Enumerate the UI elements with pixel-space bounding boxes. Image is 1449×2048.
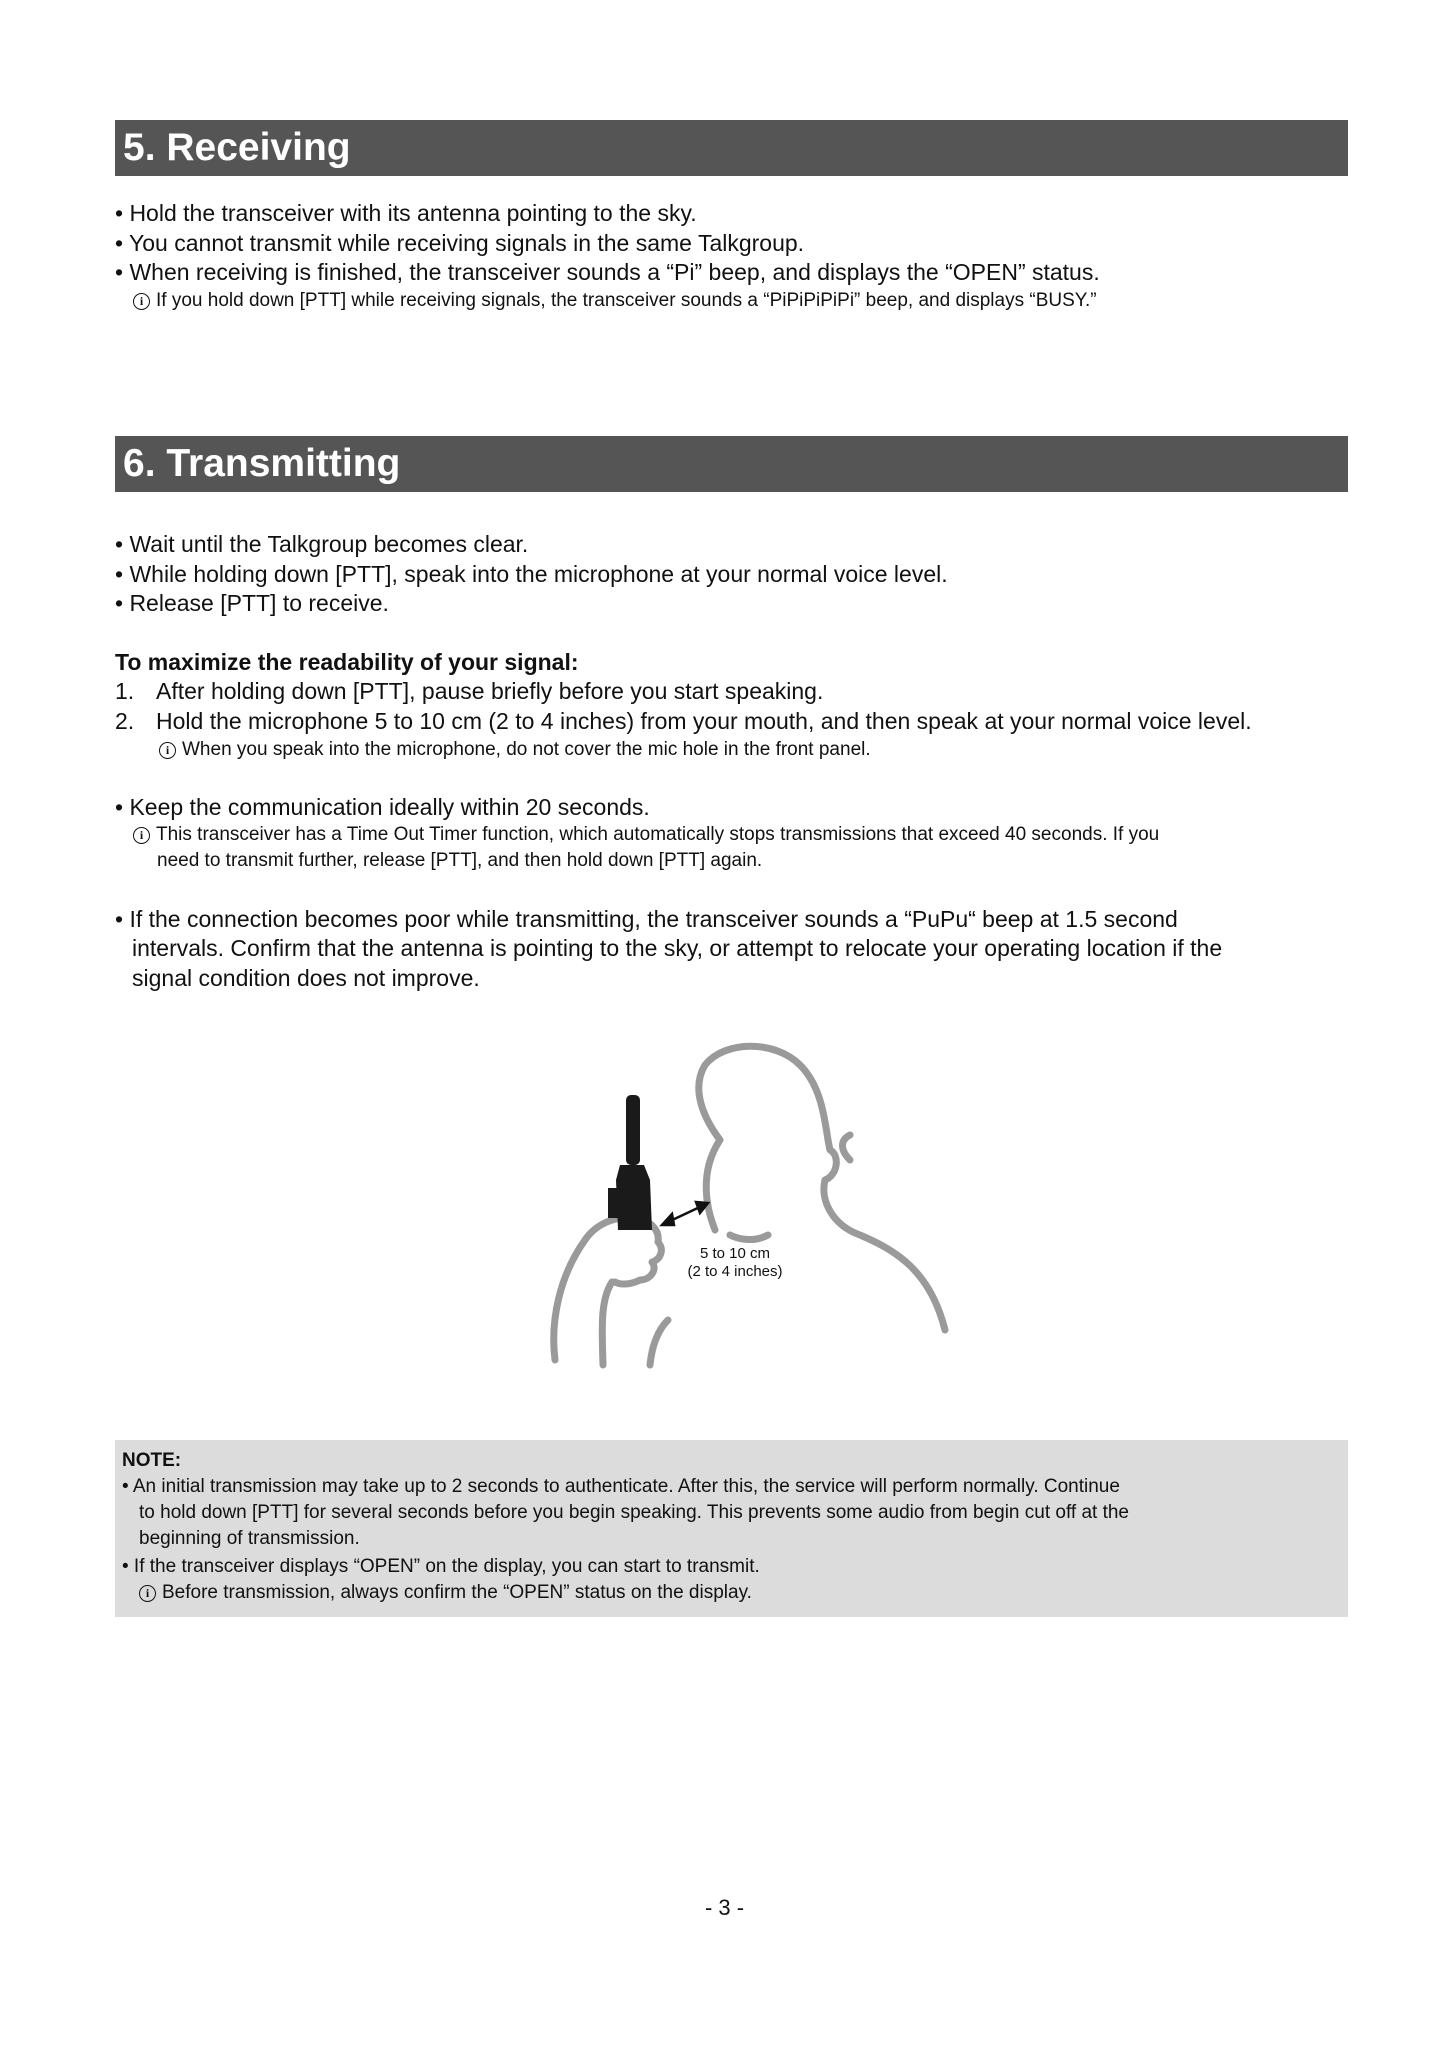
distance-arrow: [662, 1202, 708, 1225]
note-heading: NOTE:: [122, 1450, 182, 1471]
distance-label-inches: (2 to 4 inches): [687, 1263, 783, 1280]
info-icon: i: [133, 293, 150, 310]
note-line-2: to hold down [PTT] for several seconds before you begin speaking. This prevents some audio from begin cut off at the: [139, 1502, 1129, 1523]
info-icon: i: [133, 827, 150, 844]
note-line-3: beginning of transmission.: [139, 1528, 360, 1549]
distance-label-cm: 5 to 10 cm: [699, 1245, 771, 1262]
poor-connection-line-1: • If the connection becomes poor while transmitting, the transceiver sounds a “PuPu“ beep at 1.5 second: [115, 906, 1178, 932]
timer-info-note-cont: need to transmit further, release [PTT], and then hold down [PTT] again.: [157, 850, 763, 871]
poor-connection-line-3: signal condition does not improve.: [132, 965, 480, 991]
section-heading-transmitting: 6. Transmitting: [115, 436, 1348, 492]
section-heading-receiving: 5. Receiving: [115, 120, 1348, 176]
receiving-bullet-1: • Hold the transceiver with its antenna pointing to the sky.: [115, 200, 697, 226]
receiving-bullet-3: • When receiving is finished, the transceiver sounds a “Pi” beep, and displays the “OPEN” status.: [115, 259, 1100, 285]
poor-connection-line-2: intervals. Confirm that the antenna is pointing to the sky, or attempt to relocate your operating location if the: [132, 935, 1223, 961]
page-number: - 3 -: [704, 1895, 745, 1920]
receiving-bullet-2: • You cannot transmit while receiving signals in the same Talkgroup.: [115, 230, 805, 256]
keep-communication-bullet: • Keep the communication ideally within 20 seconds.: [115, 794, 650, 820]
radio-icon: [608, 1095, 652, 1230]
transmitting-bullet-2: • While holding down [PTT], speak into the microphone at your normal voice level.: [115, 561, 948, 587]
info-icon: i: [159, 742, 176, 759]
step-1: [115, 677, 823, 706]
receiving-info-note: i If you hold down [PTT] while receiving signals, the transceiver sounds a “PiPiPiPiPi” beep, and displays “BUSY.”: [133, 288, 1097, 314]
hand-outline: [554, 1217, 668, 1365]
note-info: i Before transmission, always confirm the “OPEN” status on the display.: [139, 1580, 752, 1606]
info-icon: i: [139, 1585, 156, 1602]
readability-heading: To maximize the readability of your signal:: [115, 649, 579, 675]
step-number: 2.: [115, 708, 135, 734]
transmitting-bullet-1: • Wait until the Talkgroup becomes clear.: [115, 531, 529, 557]
step-info-note: i When you speak into the microphone, do not cover the mic hole in the front panel.: [159, 737, 871, 763]
note-box: [115, 1440, 1348, 1617]
speaking-illustration: [540, 1030, 990, 1370]
note-line-1: • An initial transmission may take up to 2 seconds to authenticate. After this, the service will perform normally. Continue: [122, 1476, 1120, 1497]
step-2: [115, 707, 1252, 736]
head-outline: [699, 1046, 945, 1330]
step-text: Hold the microphone 5 to 10 cm (2 to 4 inches) from your mouth, and then speak at your normal voice level.: [156, 708, 1252, 734]
timer-info-note: i This transceiver has a Time Out Timer function, which automatically stops transmissions that exceed 40 seconds. If you: [133, 822, 1159, 848]
step-text: After holding down [PTT], pause briefly before you start speaking.: [156, 678, 824, 704]
transmitting-bullet-3: • Release [PTT] to receive.: [115, 590, 389, 616]
step-number: 1.: [115, 678, 135, 704]
note-line-4: • If the transceiver displays “OPEN” on the display, you can start to transmit.: [122, 1556, 760, 1577]
